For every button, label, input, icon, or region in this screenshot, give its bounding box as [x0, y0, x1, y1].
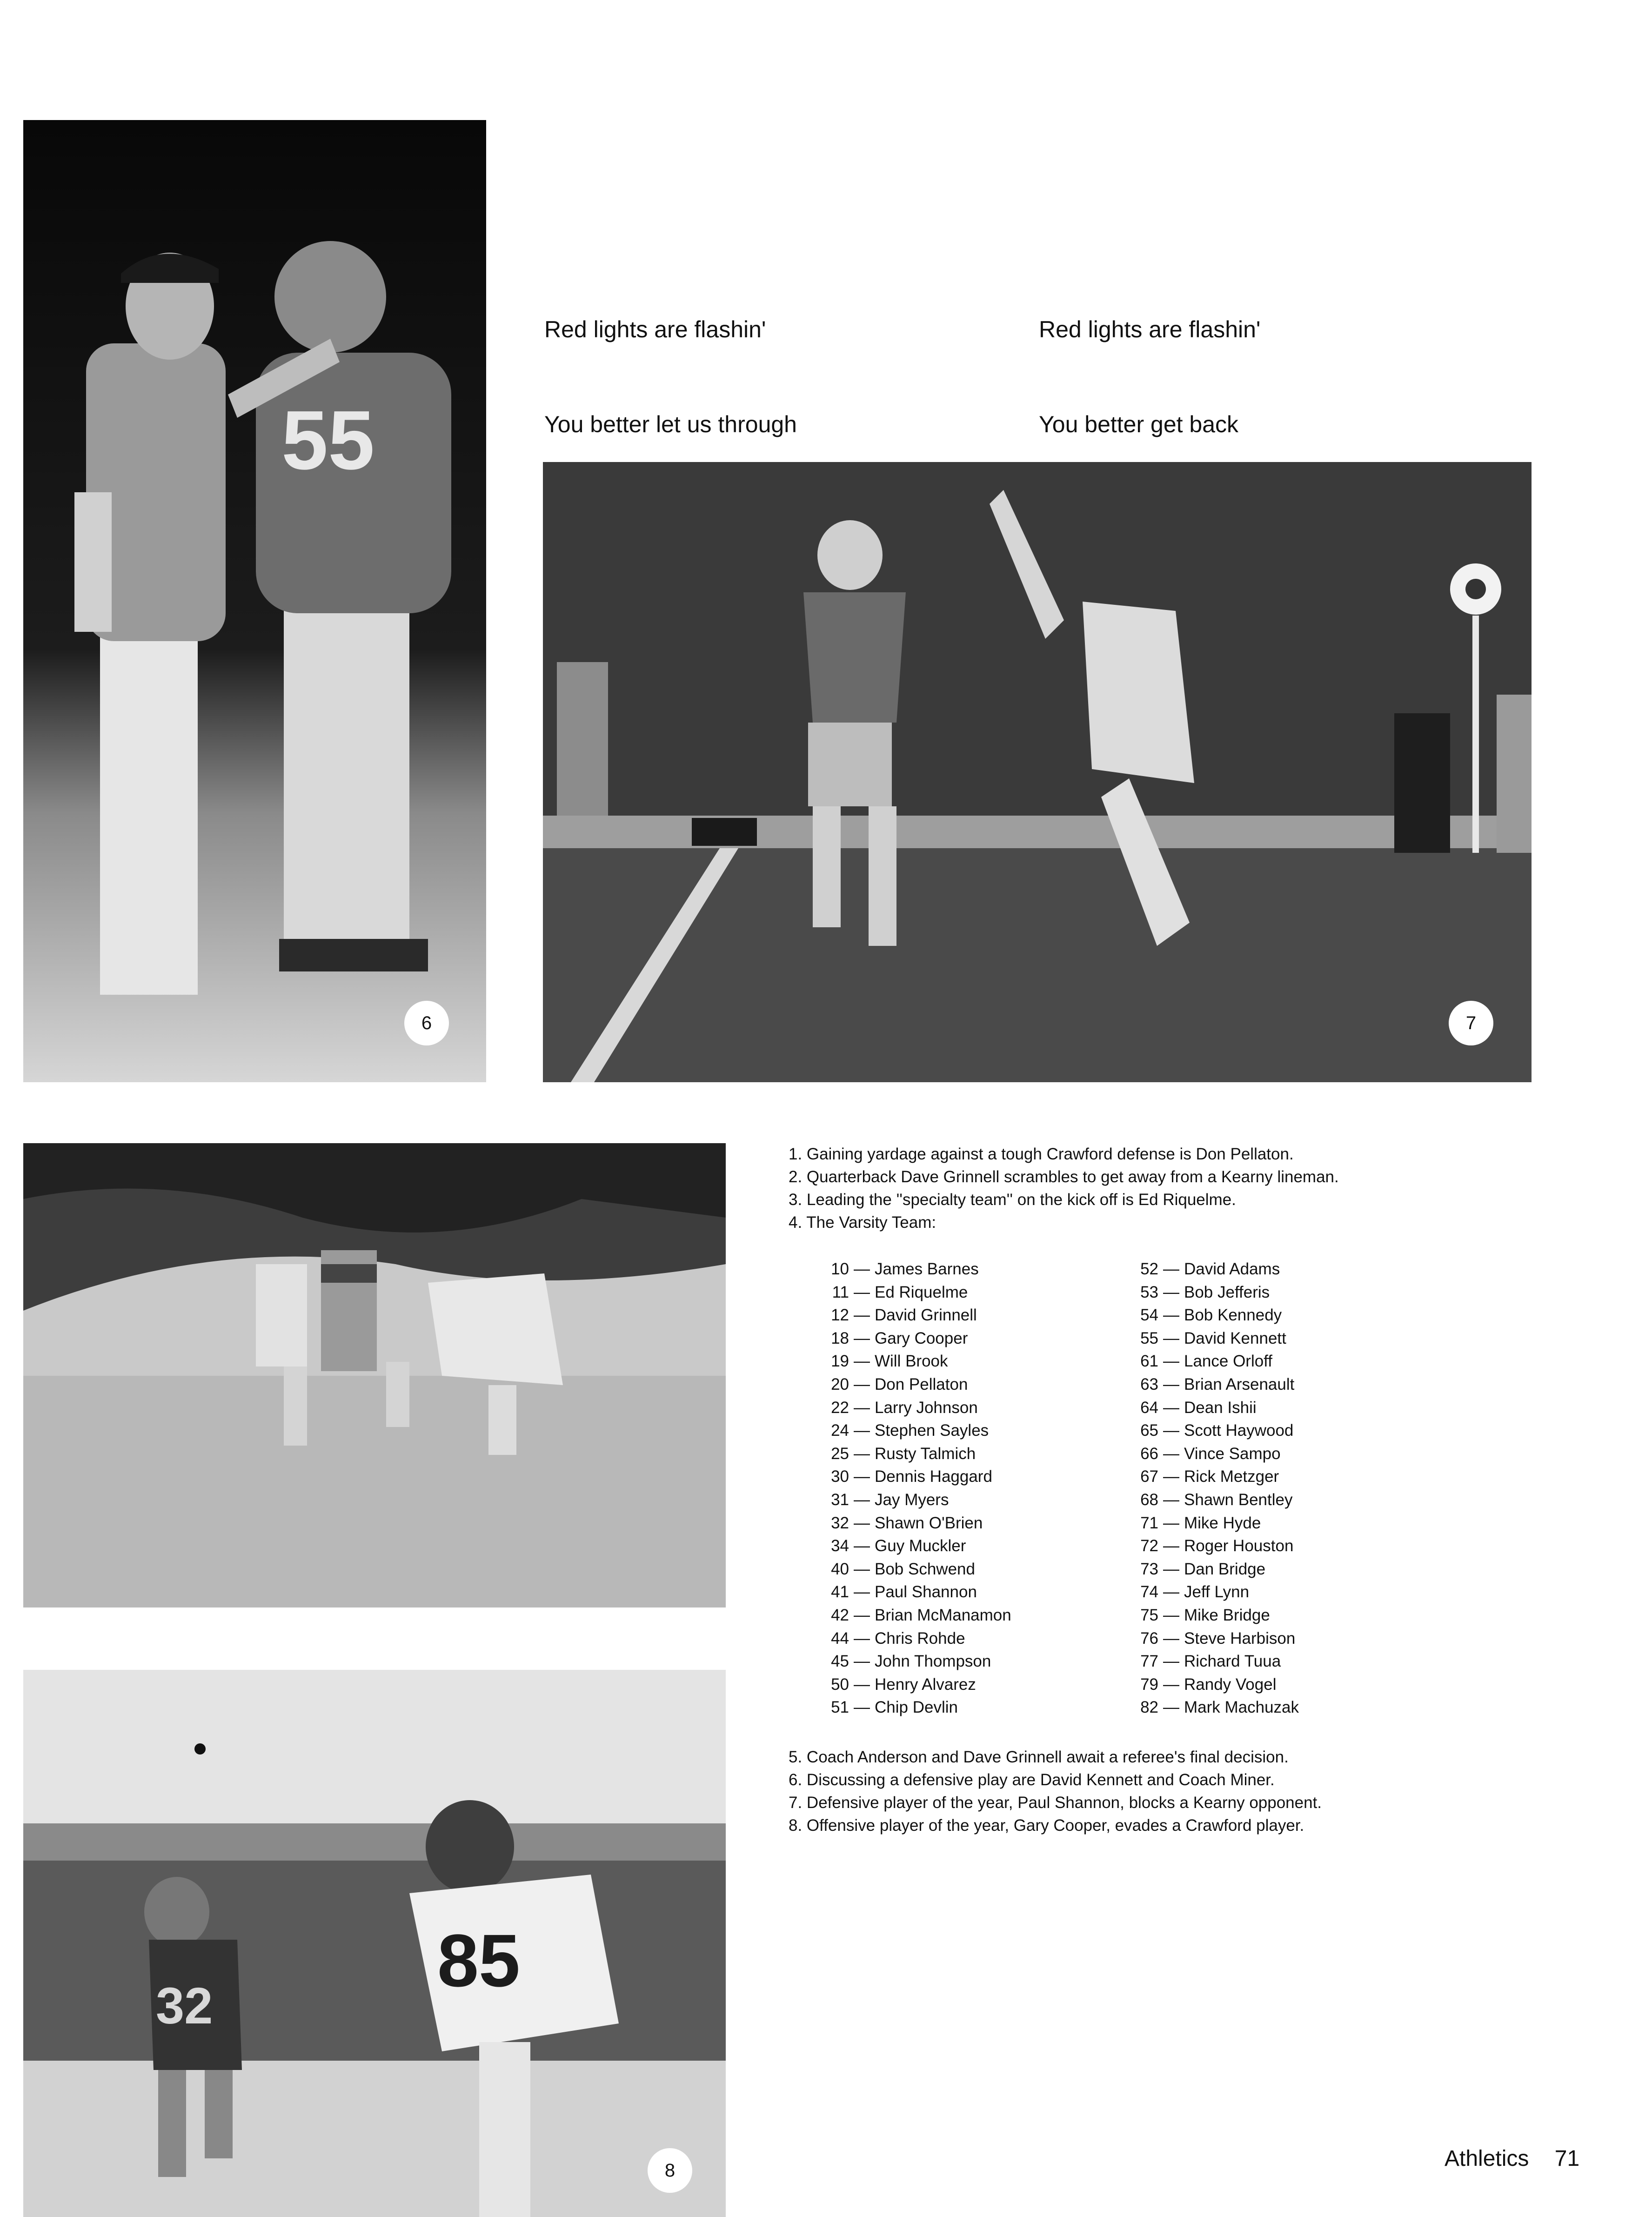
roster-entry: 41 — Paul Shannon: [831, 1583, 977, 1601]
roster-right-column: [1126, 1258, 1299, 1719]
roster-entry: 66 — Vince Sampo: [1140, 1444, 1281, 1463]
caption-line: 5. Coach Anderson and Dave Grinnell await a referee's final decision.: [789, 1748, 1289, 1766]
roster-entry: 52 — David Adams: [1140, 1260, 1280, 1278]
caption-line: 8. Offensive player of the year, Gary Cooper, evades a Crawford player.: [789, 1816, 1304, 1835]
roster-entry: 79 — Randy Vogel: [1140, 1675, 1277, 1694]
page-footer: [1445, 2146, 1579, 2171]
roster-entry: 72 — Roger Houston: [1140, 1537, 1294, 1555]
roster-entry: 20 — Don Pellaton: [831, 1375, 968, 1393]
roster-left-column: [816, 1258, 1011, 1719]
page-number: 71: [1554, 2146, 1580, 2171]
caption-line: 6. Discussing a defensive play are David Kennett and Coach Miner.: [789, 1771, 1275, 1789]
roster-entry: 64 — Dean Ishii: [1140, 1398, 1257, 1417]
photo-8-image: [23, 1670, 726, 2217]
roster-entry: 10 — James Barnes: [831, 1260, 979, 1278]
roster-entry: 76 — Steve Harbison: [1140, 1629, 1296, 1648]
roster-entry: 71 — Mike Hyde: [1140, 1514, 1261, 1532]
roster-entry: 22 — Larry Johnson: [831, 1398, 978, 1417]
roster-entry: 63 — Brian Arsenault: [1140, 1375, 1295, 1393]
player-32-jersey: 32: [156, 1977, 213, 2035]
roster-entry: 51 — Chip Devlin: [831, 1698, 958, 1717]
photo-6-image: [23, 120, 486, 1082]
roster-entry: 32 — Shawn O'Brien: [831, 1514, 983, 1532]
roster-entry: 24 — Stephen Sayles: [831, 1421, 989, 1440]
chant-left-line: You better let us through: [544, 411, 797, 437]
roster-entry: 50 — Henry Alvarez: [831, 1675, 976, 1694]
roster-entry: 30 — Dennis Haggard: [831, 1467, 992, 1486]
caption-line: 1. Gaining yardage against a tough Crawford defense is Don Pellaton.: [789, 1145, 1294, 1163]
photo-7-number-badge: 7: [1449, 1001, 1493, 1045]
roster-entry: 65 — Scott Haywood: [1140, 1421, 1294, 1440]
chant-right-line: You better get back: [1039, 411, 1239, 437]
roster-entry: 68 — Shawn Bentley: [1140, 1490, 1293, 1509]
roster-entry: 31 — Jay Myers: [831, 1490, 949, 1509]
chant-left-line: Red lights are flashin': [544, 316, 766, 342]
photo-kickoff: [23, 1143, 726, 1607]
roster-entry: 82 — Mark Machuzak: [1140, 1698, 1299, 1717]
roster-entry: 53 — Bob Jefferis: [1140, 1283, 1270, 1301]
roster-entry: 19 — Will Brook: [831, 1352, 948, 1371]
roster-entry: 11 — Ed Riquelme: [832, 1283, 968, 1301]
player-jersey-number: 55: [281, 394, 375, 487]
roster-entry: 25 — Rusty Talmich: [831, 1444, 976, 1463]
photo-8-number-badge: 8: [648, 2148, 692, 2193]
roster-entry: 74 — Jeff Lynn: [1140, 1583, 1250, 1601]
roster-entry: 73 — Dan Bridge: [1140, 1560, 1266, 1578]
caption-line: 7. Defensive player of the year, Paul Shannon, blocks a Kearny opponent.: [789, 1794, 1322, 1812]
photo-7-image: [543, 462, 1532, 1082]
roster-entry: 67 — Rick Metzger: [1140, 1467, 1279, 1486]
photo-6-number-badge: 6: [404, 1001, 449, 1045]
roster-entry: 34 — Guy Muckler: [831, 1537, 966, 1555]
section-title: Athletics: [1445, 2146, 1529, 2171]
captions-bottom: [789, 1746, 1322, 1837]
caption-line: 4. The Varsity Team:: [789, 1213, 936, 1232]
roster-entry: 77 — Richard Tuua: [1140, 1652, 1281, 1671]
photo-6: [23, 120, 486, 1082]
roster-entry: 55 — David Kennett: [1140, 1329, 1286, 1347]
caption-line: 3. Leading the ''specialty team'' on the kick off is Ed Riquelme.: [789, 1191, 1236, 1209]
photo-kickoff-image: [23, 1143, 726, 1607]
roster-entry: 44 — Chris Rohde: [831, 1629, 965, 1648]
caption-line: 2. Quarterback Dave Grinnell scrambles to get away from a Kearny lineman.: [789, 1168, 1339, 1186]
roster-entry: 12 — David Grinnell: [831, 1306, 977, 1325]
photo-8: [23, 1670, 726, 2217]
photo-7: [543, 462, 1532, 1082]
roster-entry: 18 — Gary Cooper: [831, 1329, 968, 1347]
roster-entry: 61 — Lance Orloff: [1140, 1352, 1273, 1371]
roster-entry: 54 — Bob Kennedy: [1140, 1306, 1282, 1325]
roster-entry: 42 — Brian McManamon: [831, 1606, 1011, 1624]
roster-entry: 75 — Mike Bridge: [1140, 1606, 1270, 1624]
chant-right-line: Red lights are flashin': [1039, 316, 1261, 342]
roster-entry: 45 — John Thompson: [831, 1652, 991, 1671]
player-85-jersey: 85: [437, 1919, 520, 2002]
roster-entry: 40 — Bob Schwend: [831, 1560, 975, 1578]
captions-top: [789, 1143, 1339, 1234]
